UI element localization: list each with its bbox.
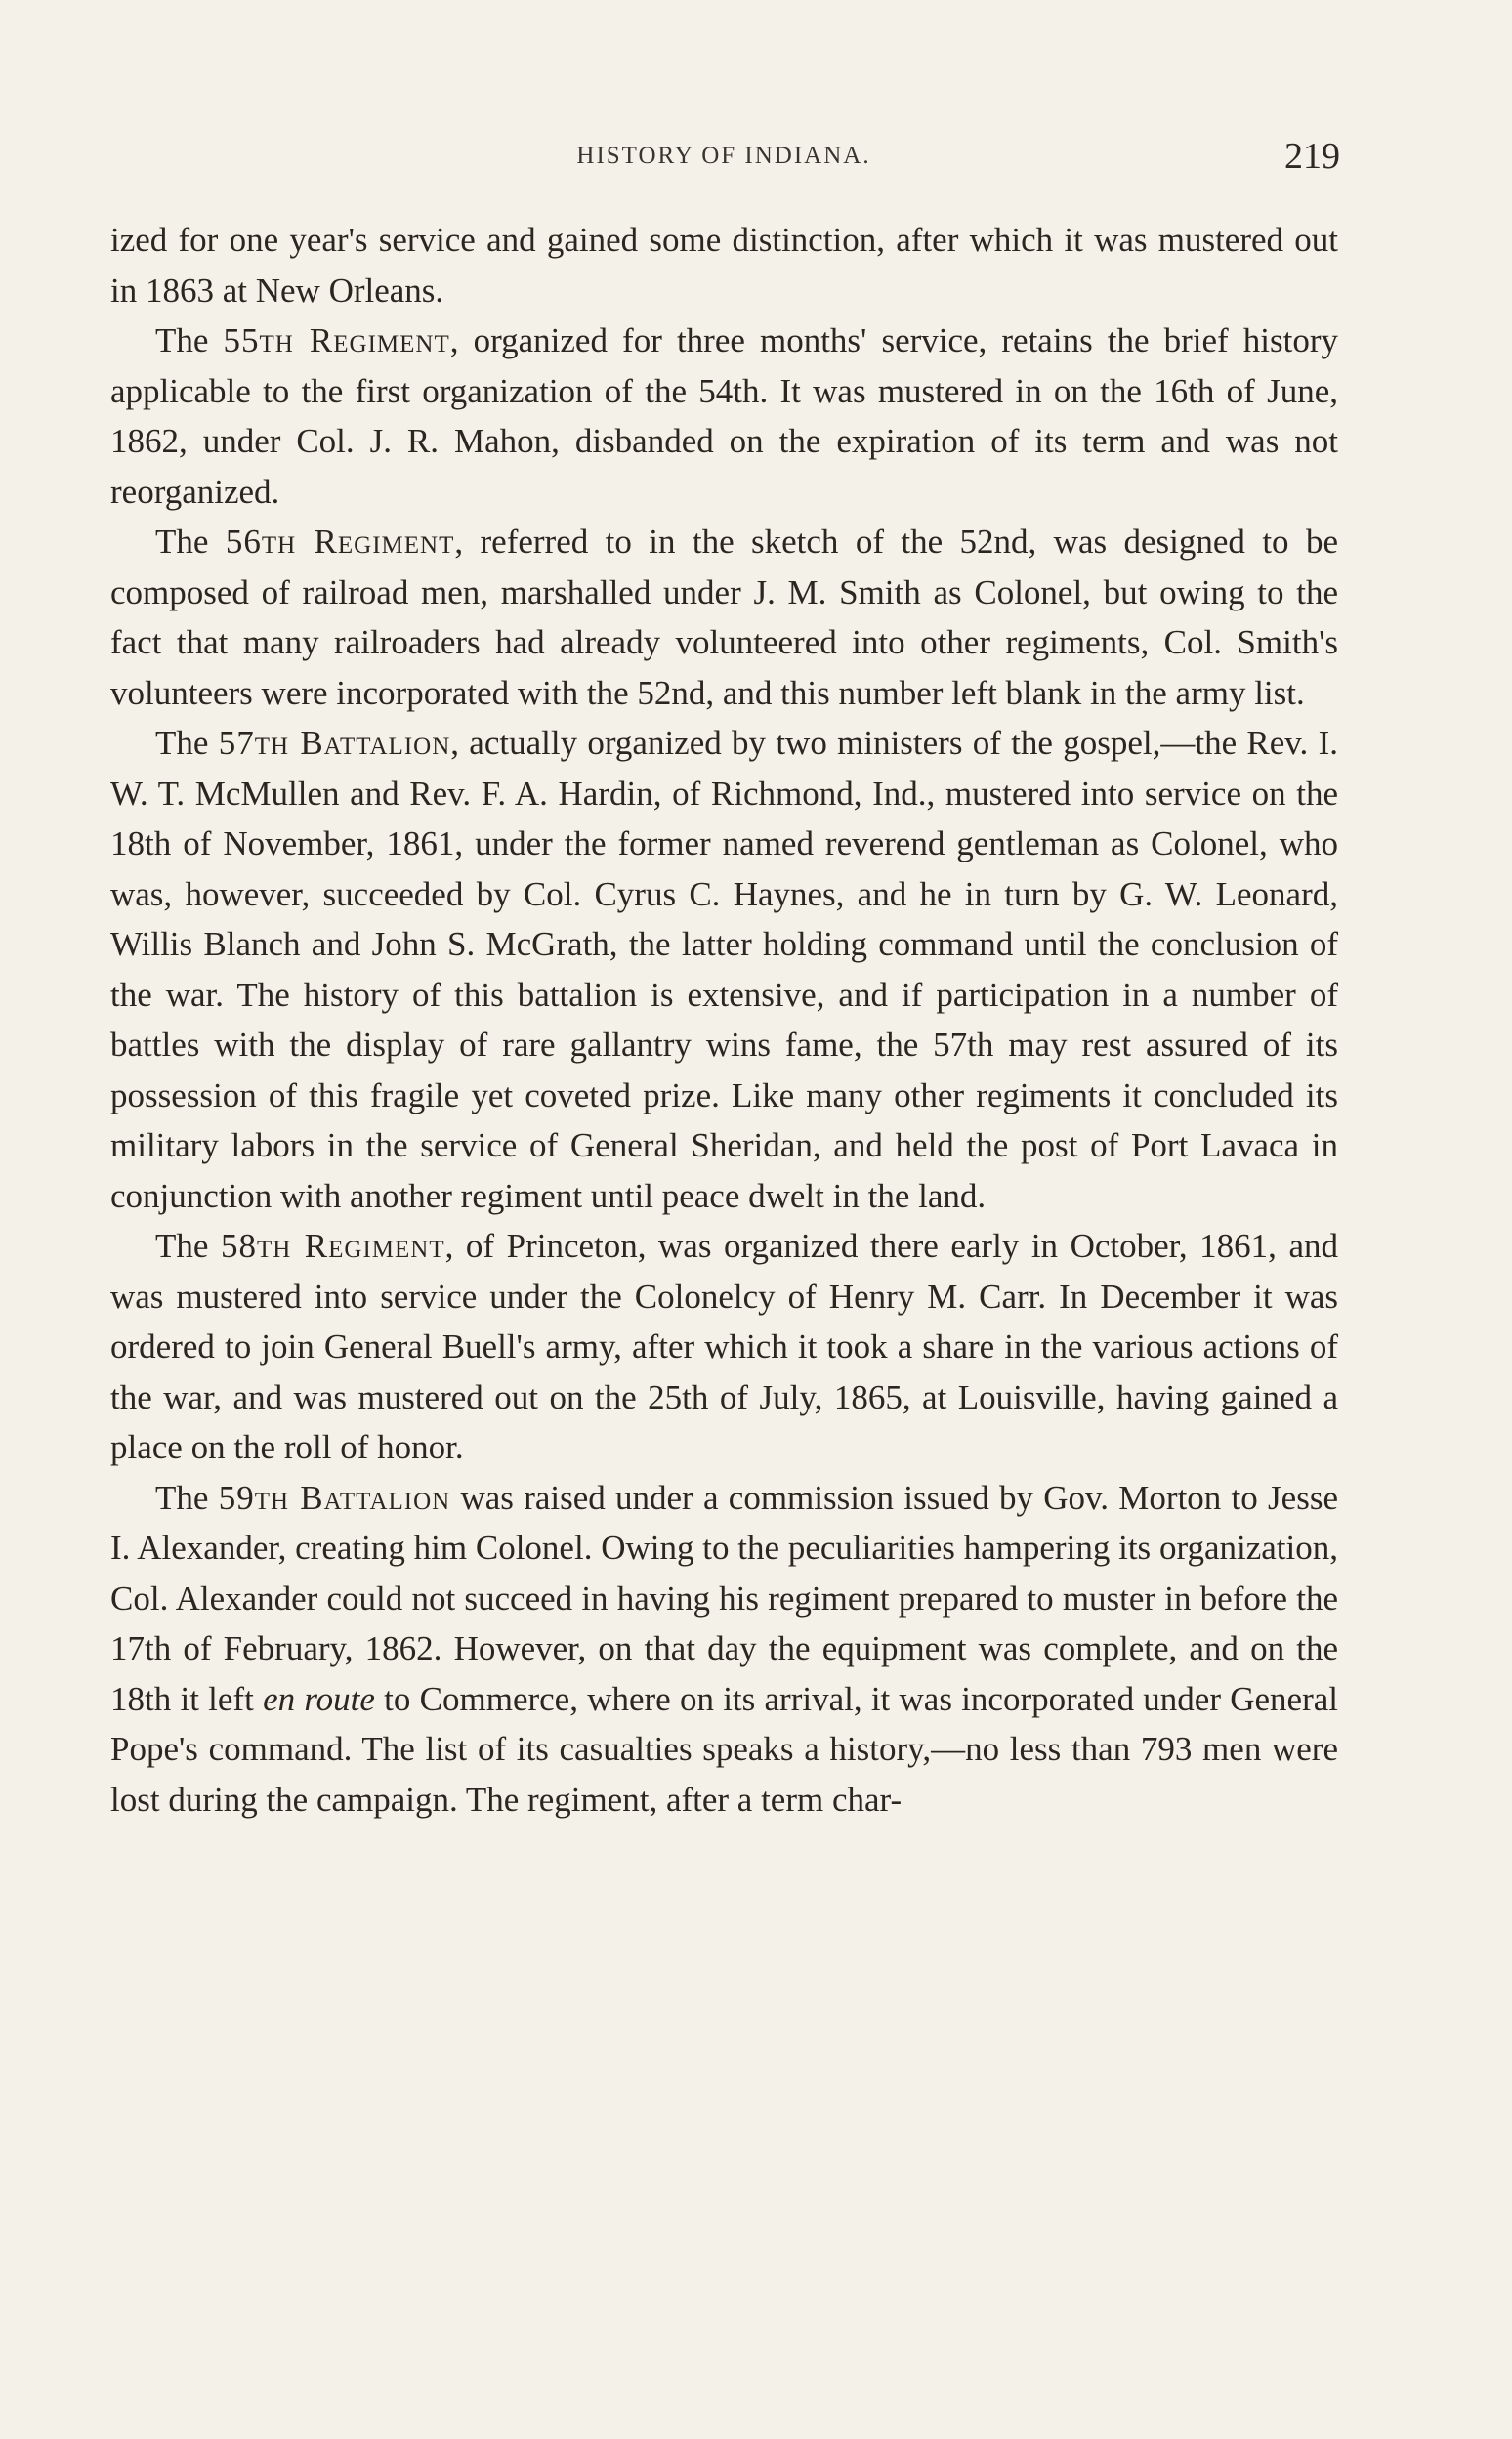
unit-heading: 56th Regiment <box>225 523 455 561</box>
paragraph-lead: The <box>155 1227 221 1265</box>
paragraph-text: , referred to in the sketch of the 52nd, was designed to be composed of railroad men, marshalled under J. M. Smith as Colonel, but owing to the fact that many railroaders had already volunteered into other regiments, Col. Smith's volunteers were incorporated with the 52nd, and this number left blank in the army list. <box>110 523 1338 712</box>
running-title: HISTORY OF INDIANA. <box>576 143 871 169</box>
paragraph-55th-regiment <box>110 315 1338 517</box>
unit-heading: 58th Regiment <box>220 1227 445 1265</box>
italic-phrase: en route <box>263 1679 375 1718</box>
paragraph-lead: The <box>155 724 219 762</box>
paragraph-lead: The <box>155 321 224 359</box>
paragraph-text: to Commerce, where on its arrival, it was incorporated under General Pope's command. The list of its casualties speaks a history,—no less than 793 men were lost during the campaign. The regiment, after a term char- <box>110 1679 1339 1819</box>
body-text <box>110 215 1338 1825</box>
paragraph-text: , of Princeton, was organized there early in October, 1861, and was mustered into service under the Colonelcy of Henry M. Carr. In December it was ordered to join General Buell's army, after which it took a share in the various actions of the war, and was mustered out on the 25th of July, 1865, at Louisville, having gained a place on the roll of honor. <box>110 1227 1338 1466</box>
unit-heading: 57th Battalion <box>218 724 451 762</box>
paragraph-text: ized for one year's service and gained some distinction, after which it was mustered out in 1863 at New Orleans. <box>110 221 1338 310</box>
unit-heading: 55th Regiment <box>223 321 450 359</box>
paragraph-58th-regiment <box>110 1221 1338 1473</box>
paragraph-text: was raised under a commission issued by Gov. Morton to Jesse I. Alexander, creating him Colonel. Owing to the peculiarities hampering its organization, Col. Alexander could not succeed in having his regiment prepared to muster in before the 17th of February, 1862. However, on that day the equipment was complete, and on the 18th it left <box>110 1478 1338 1718</box>
paragraph-text: , actually organized by two ministers of the gospel,—the Rev. I. W. T. McMullen and Rev. F. A. Hardin, of Richmond, Ind., mustered into service on the 18th of November, 1861, under the former named reverend gentleman as Colonel, who was, however, succeeded by Col. Cyrus C. Haynes, and he in turn by G. W. Leonard, Willis Blanch and John S. McGrath, the latter holding command until the conclusion of the war. The history of this battalion is extensive, and if participation in a number of battles with the display of rare gallantry wins fame, the 57th may rest assured of its possession of this fragile yet coveted prize. Like many other regiments it concluded its military labors in the service of General Sheridan, and held the post of Port Lavaca in conjunction with another regiment until peace dwelt in the land. <box>110 724 1338 1215</box>
paragraph-lead: The <box>155 1478 219 1517</box>
page-header <box>107 137 1340 176</box>
page-number: 219 <box>1284 136 1340 177</box>
paragraph-lead: The <box>155 523 226 561</box>
paragraph-56th-regiment <box>110 517 1338 718</box>
paragraph-text: , organized for three months' service, retains the brief history applicable to the first organization of the 54th. It was mustered in on the 16th of June, 1862, under Col. J. R. Mahon, disbanded on the expiration of its term and was not reorganized. <box>110 321 1339 511</box>
paragraph-59th-battalion <box>110 1473 1338 1826</box>
paragraph-continuation <box>110 215 1338 315</box>
paragraph-57th-battalion <box>110 718 1338 1221</box>
unit-heading: 59th Battalion <box>218 1478 451 1517</box>
